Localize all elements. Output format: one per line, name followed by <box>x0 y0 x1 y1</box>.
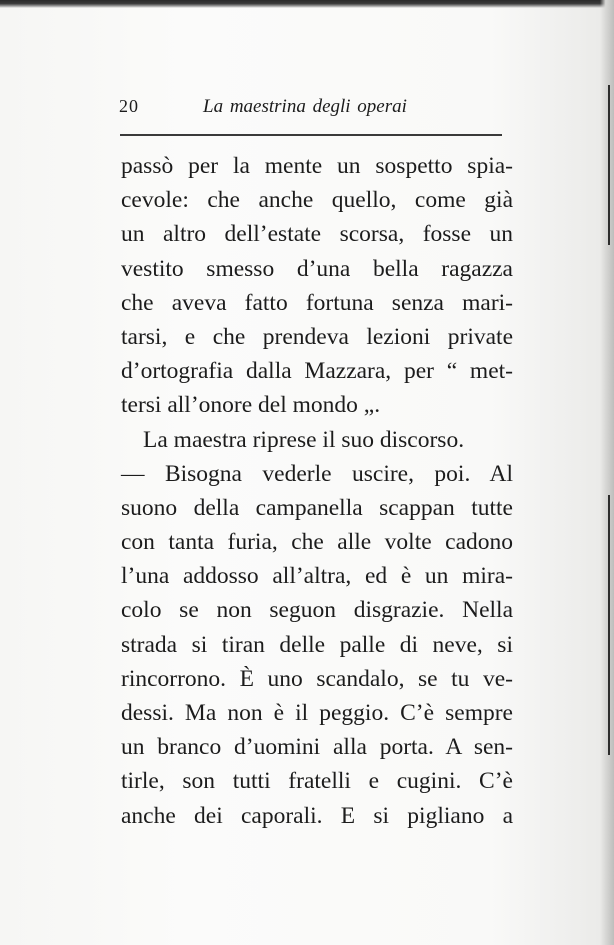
header-rule <box>120 134 502 136</box>
text-line: La maestra riprese il suo discorso. <box>143 426 465 453</box>
text-line: d’ortografia dalla Mazzara, per “ met- <box>121 358 513 385</box>
running-title: La maestrina degli operai <box>203 96 407 117</box>
text-line: dessi. Ma non è il peggio. C’è sempre <box>121 700 513 726</box>
text-line: passò per la mente un sospetto spia- <box>121 153 513 179</box>
binding-line-lower <box>608 495 610 755</box>
page-top-edge <box>0 0 614 8</box>
page-header <box>0 96 614 126</box>
page-number: 20 <box>119 96 139 116</box>
text-line: — Bisogna vederle uscire, poi. Al <box>121 460 513 487</box>
text-line: l’una addosso all’altra, ed è un mira- <box>121 563 513 590</box>
text-line: tirle, son tutti fratelli e cugini. C’è <box>121 768 513 795</box>
text-line: che aveva fatto fortuna senza mari- <box>121 289 513 316</box>
text-line: un altro dell’estate scorsa, fosse un <box>121 221 513 248</box>
text-line: con tanta furia, che alle volte cadono <box>121 529 513 556</box>
text-line: strada si tiran delle palle di neve, si <box>121 631 513 658</box>
text-line: un branco d’uomini alla porta. A sen- <box>121 734 513 761</box>
text-line: anche dei caporali. E si pigliano a <box>121 802 513 829</box>
text-line: cevole: che anche quello, come già <box>121 187 513 214</box>
text-line: tarsi, e che prendeva lezioni private <box>121 323 513 350</box>
body-text <box>121 149 513 833</box>
text-line: vestito smesso d’una bella ragazza <box>121 255 513 282</box>
text-line: suono della campanella scappan tutte <box>121 494 513 521</box>
page-right-edge <box>600 0 614 945</box>
text-line: colo se non seguon disgrazie. Nella <box>121 597 513 624</box>
text-line: rincorrono. È uno scandalo, se tu ve- <box>121 665 513 692</box>
text-line: tersi all’onore del mondo „. <box>121 392 381 419</box>
